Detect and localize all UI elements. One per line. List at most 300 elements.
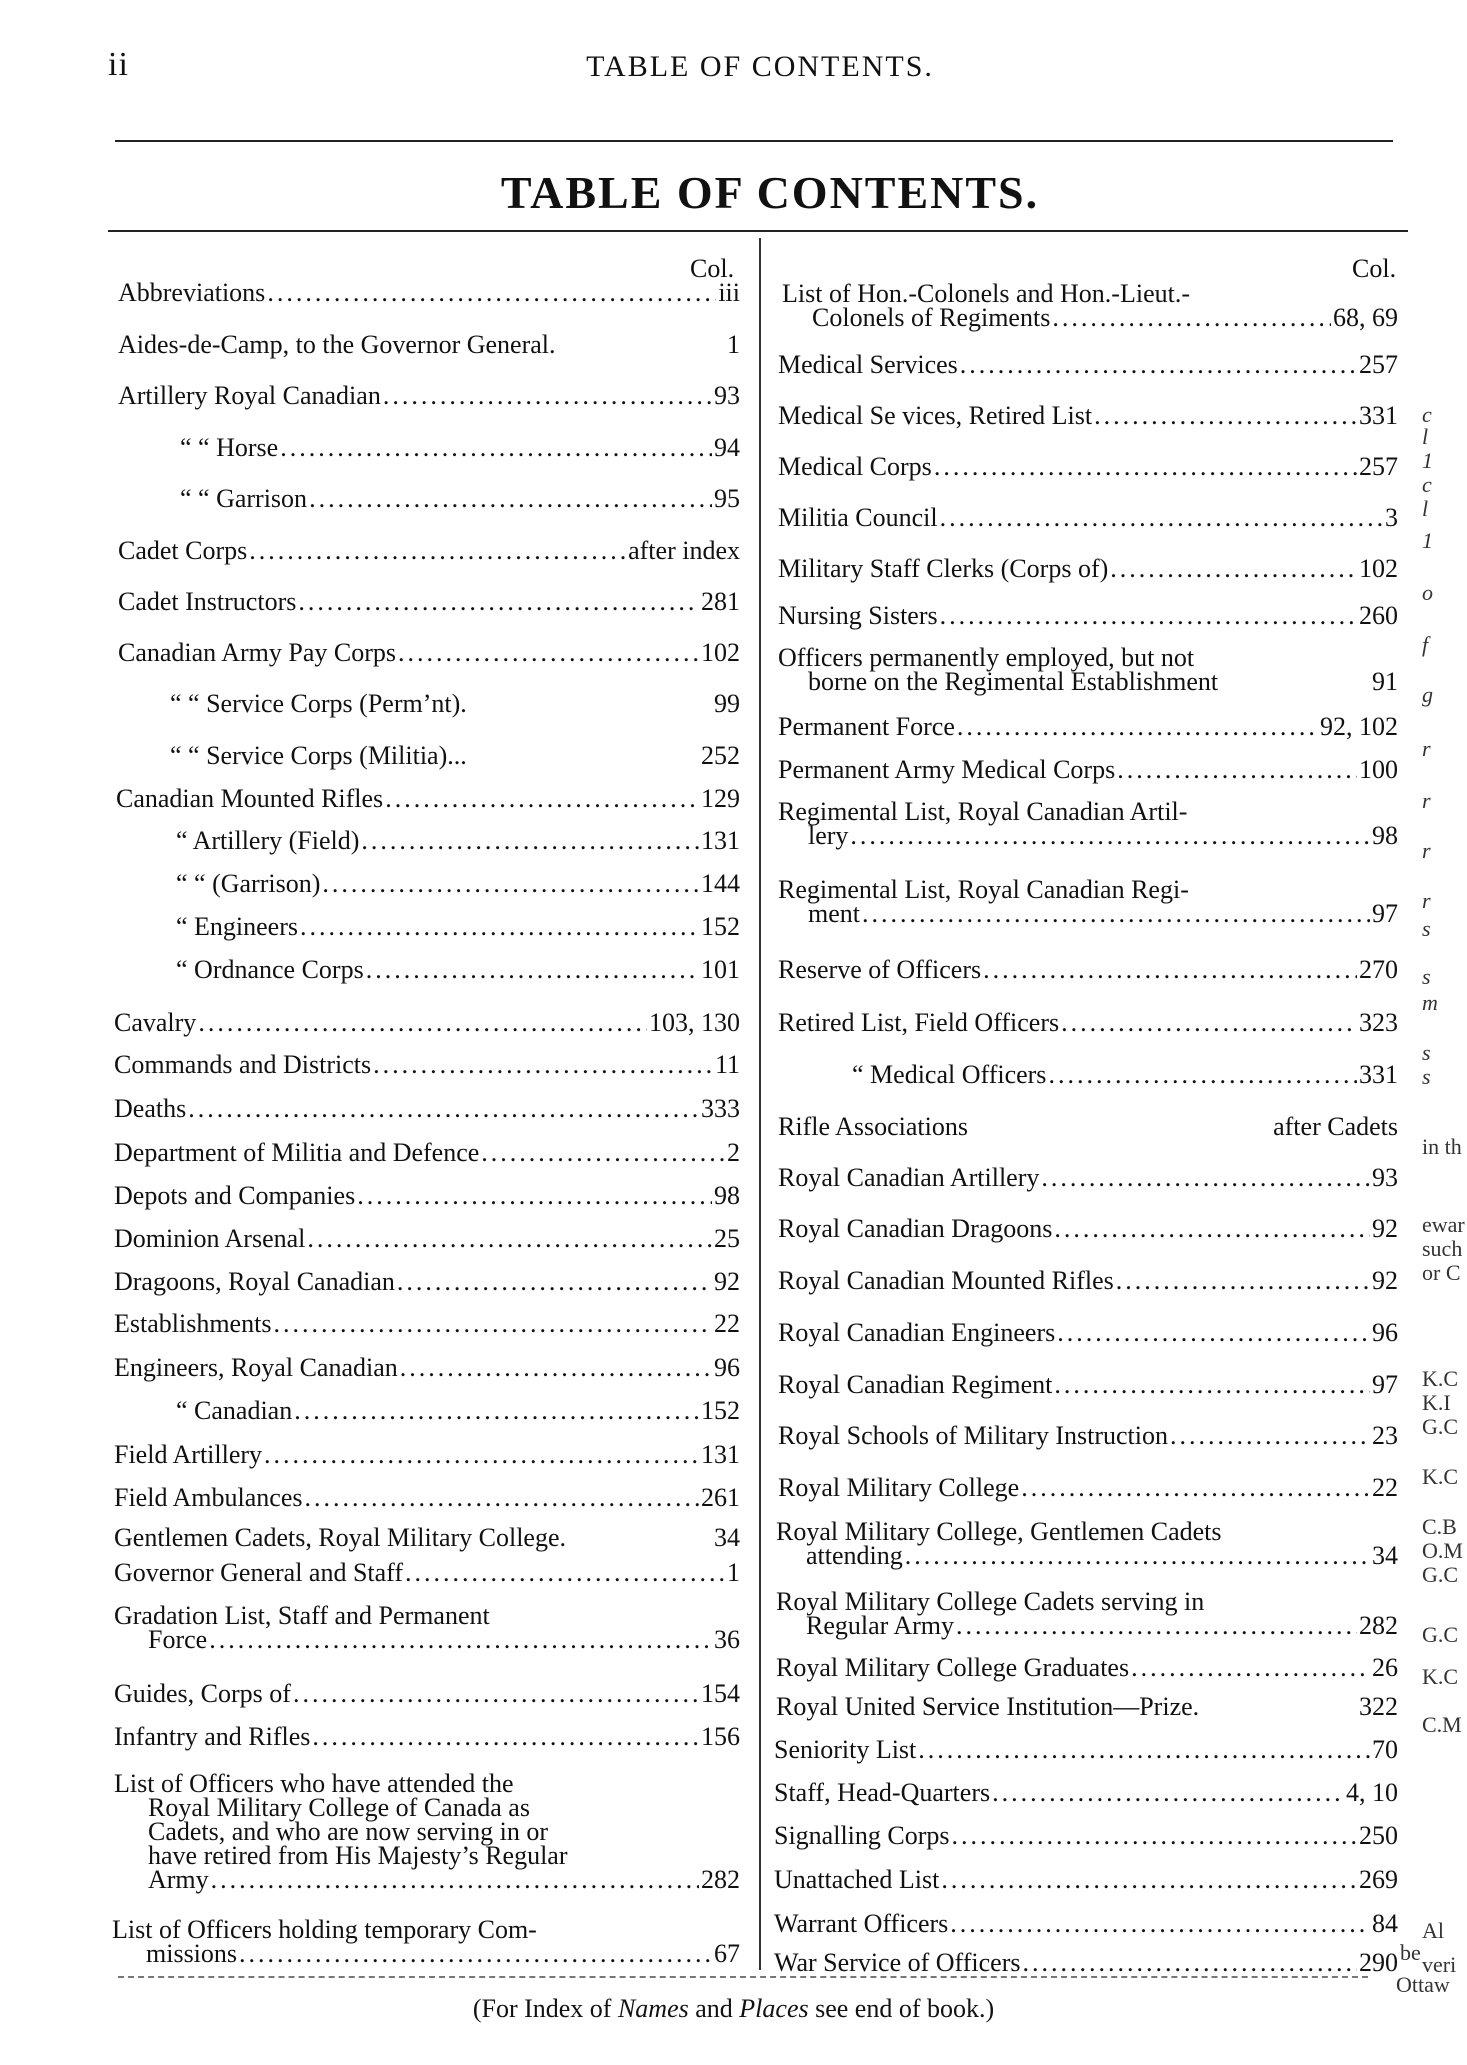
toc-label: Medical Se vices, Retired List <box>778 401 1093 430</box>
toc-entry <box>176 828 740 854</box>
toc-entry <box>778 556 1398 582</box>
toc-entry <box>170 691 740 717</box>
toc-label: Cadet Corps <box>118 536 248 565</box>
toc-entry <box>114 1485 740 1511</box>
dot-leader <box>992 1780 1344 1806</box>
toc-entry-multiline <box>114 1601 740 1654</box>
toc-entry <box>778 352 1398 378</box>
adjacent-page-fragment: G.C <box>1422 1562 1459 1587</box>
dot-leader <box>940 603 1357 629</box>
dot-leader <box>1110 556 1357 582</box>
toc-entry <box>774 1911 1398 1937</box>
toc-label: Establishments <box>114 1309 272 1338</box>
toc-label: Cadet Instructors <box>118 587 297 616</box>
toc-label: Seniority List <box>774 1735 917 1764</box>
adjacent-page-fragment: s <box>1422 1040 1431 1065</box>
footnote-names: Names <box>617 1994 689 2023</box>
dot-leader <box>1117 757 1357 783</box>
toc-page-number: 269 <box>1359 1865 1398 1894</box>
toc-page-number: 97 <box>1372 899 1398 928</box>
toc-line: attending <box>806 1541 903 1570</box>
toc-label: Aides-de-Camp, to the Governor General. <box>118 330 556 359</box>
toc-label: “ Engineers <box>176 912 299 941</box>
toc-page-number: 129 <box>701 784 740 813</box>
toc-label: Guides, Corps of <box>114 1679 291 1708</box>
toc-page-number: 3 <box>1385 503 1398 532</box>
dot-leader <box>397 1269 712 1295</box>
toc-label: Royal Military College <box>778 1473 1020 1502</box>
toc-entry <box>176 871 740 897</box>
toc-entry <box>118 383 740 409</box>
dot-leader <box>304 1485 699 1511</box>
toc-entry <box>778 454 1398 480</box>
toc-label: Staff, Head-Quarters <box>774 1778 991 1807</box>
dot-leader <box>366 957 699 983</box>
toc-line: Colonels of Regiments <box>812 303 1051 332</box>
footnote-places: Places <box>739 1994 809 2023</box>
toc-label: Royal United Service Institution—Prize. <box>776 1692 1200 1721</box>
toc-label: Governor General and Staff <box>114 1558 404 1587</box>
toc-entry <box>114 1681 740 1707</box>
dot-leader <box>983 957 1357 983</box>
toc-entry <box>778 1114 1398 1140</box>
toc-entry <box>774 1780 1398 1806</box>
bottom-dashed-rule <box>118 1976 1368 1978</box>
toc-page-number: 282 <box>1359 1611 1398 1640</box>
toc-label: “ Medical Officers <box>852 1060 1047 1089</box>
toc-line: List of Officers who have attended the <box>114 1769 514 1798</box>
dot-leader <box>249 538 626 564</box>
toc-line: Gradation List, Staff and Permanent <box>114 1601 490 1630</box>
toc-label: Infantry and Rifles <box>114 1722 311 1751</box>
toc-page-number: 92 <box>1372 1266 1398 1295</box>
toc-label: Dragoons, Royal Canadian <box>114 1267 395 1296</box>
toc-label: Royal Military College Graduates <box>776 1653 1130 1682</box>
dot-leader <box>1052 306 1331 330</box>
dot-leader <box>862 902 1370 926</box>
adjacent-page-fragment: f <box>1422 632 1429 657</box>
dot-leader <box>198 1010 647 1036</box>
toc-page-number: 333 <box>701 1094 740 1123</box>
toc-page-number: 261 <box>701 1483 740 1512</box>
toc-page-number: 99 <box>714 689 740 718</box>
dot-leader <box>1021 1475 1370 1501</box>
toc-page-number: 102 <box>701 638 740 667</box>
adjacent-page-fragment: r <box>1422 838 1431 863</box>
toc-page-number: 144 <box>701 869 740 898</box>
toc-page-number: 34 <box>714 1523 740 1552</box>
toc-line: Regimental List, Royal Canadian Artil- <box>778 797 1188 826</box>
toc-entry <box>118 280 740 306</box>
dot-leader <box>357 1183 712 1209</box>
adjacent-page-fragment: Al <box>1422 1918 1444 1943</box>
toc-page-number: 36 <box>714 1625 740 1654</box>
toc-entry-multiline <box>776 1517 1398 1570</box>
toc-entry <box>778 1320 1398 1346</box>
toc-label: “ “ Garrison <box>180 484 308 513</box>
toc-entry-multiline <box>778 875 1398 928</box>
toc-page-number: 290 <box>1359 1948 1398 1977</box>
dot-leader <box>211 1868 699 1892</box>
toc-page-number: 103, 130 <box>649 1008 740 1037</box>
adjacent-page-fragment: r <box>1422 788 1431 813</box>
page-number: ii <box>108 46 129 83</box>
toc-entry-multiline <box>776 1587 1398 1640</box>
toc-page-number: 270 <box>1359 955 1398 984</box>
toc-label: Royal Canadian Artillery <box>778 1163 1040 1192</box>
toc-entry <box>774 1867 1398 1893</box>
toc-entry <box>778 1165 1398 1191</box>
toc-page-number: 70 <box>1372 1735 1398 1764</box>
toc-label: Permanent Force <box>778 712 955 741</box>
dot-leader <box>956 1614 1357 1638</box>
adjacent-page-fragment: or C <box>1422 1260 1461 1285</box>
toc-label: Royal Canadian Engineers <box>778 1318 1056 1347</box>
toc-label: Cavalry <box>114 1008 197 1037</box>
dot-leader <box>957 714 1318 740</box>
toc-page-number: 96 <box>1372 1318 1398 1347</box>
toc-page-number: after Cadets <box>1273 1112 1398 1141</box>
toc-entry <box>176 957 740 983</box>
toc-page-number: 23 <box>1372 1421 1398 1450</box>
toc-label: Unattached List <box>774 1865 940 1894</box>
toc-page-number: after index <box>628 536 740 565</box>
dot-leader <box>373 1052 713 1078</box>
toc-page-number: 91 <box>1372 667 1398 696</box>
toc-page-number: 154 <box>701 1679 740 1708</box>
toc-entry <box>778 403 1398 429</box>
dot-leader <box>952 1823 1357 1849</box>
dot-leader <box>322 871 699 897</box>
toc-entry <box>778 957 1398 983</box>
adjacent-page-fragment: K.C <box>1422 1464 1459 1489</box>
toc-line: List of Officers holding temporary Com- <box>112 1915 537 1944</box>
toc-label: Royal Canadian Mounted Rifles <box>778 1266 1114 1295</box>
toc-page-number: 68, 69 <box>1333 303 1398 332</box>
toc-entry-multiline <box>778 643 1398 696</box>
toc-entry <box>778 1216 1398 1242</box>
footnote-text: and <box>688 1994 740 2023</box>
toc-entry <box>116 786 740 812</box>
dot-leader <box>481 1140 725 1166</box>
toc-page-number: 323 <box>1359 1008 1398 1037</box>
toc-label: Dominion Arsenal <box>114 1224 306 1253</box>
adjacent-page-fragment: Ottaw <box>1396 1972 1450 1997</box>
toc-label: “ “ Service Corps (Militia)... <box>170 741 467 770</box>
toc-page-number: 252 <box>701 741 740 770</box>
toc-entry <box>114 1183 740 1209</box>
toc-label: Militia Council <box>778 503 938 532</box>
adjacent-page-fragment: K.C <box>1422 1366 1459 1391</box>
title-rule <box>108 230 1408 232</box>
toc-page-number: 92 <box>1372 1214 1398 1243</box>
toc-line: Royal Military College of Canada as <box>148 1793 530 1822</box>
toc-entry <box>118 589 740 615</box>
toc-label: Field Artillery <box>114 1440 263 1469</box>
toc-label: Warrant Officers <box>774 1909 949 1938</box>
main-title: TABLE OF CONTENTS. <box>500 167 1040 218</box>
toc-page-number: 281 <box>701 587 740 616</box>
toc-page-number: 257 <box>1359 350 1398 379</box>
toc-entry <box>778 1475 1398 1501</box>
toc-line: ment <box>808 899 860 928</box>
toc-entry <box>114 1442 740 1468</box>
adjacent-page-fragment: G.C <box>1422 1414 1459 1439</box>
toc-entry <box>774 1823 1398 1849</box>
toc-page-number: 322 <box>1359 1692 1398 1721</box>
toc-label: Royal Schools of Military Instruction <box>778 1421 1168 1450</box>
toc-page-number: 257 <box>1359 452 1398 481</box>
toc-entry <box>778 1010 1398 1036</box>
toc-label: “ “ Horse <box>180 433 279 462</box>
toc-page-number: 282 <box>701 1865 740 1894</box>
adjacent-page-fragment: l <box>1422 424 1429 449</box>
toc-line: Regular Army <box>806 1611 955 1640</box>
adjacent-page-fragment: o <box>1422 580 1433 605</box>
toc-label: Royal Canadian Regiment <box>778 1370 1053 1399</box>
adjacent-page-fragment: r <box>1422 888 1431 913</box>
toc-page-number: 131 <box>701 826 740 855</box>
dot-leader <box>298 589 699 615</box>
toc-line: have retired from His Majesty’s Regular <box>148 1841 568 1870</box>
toc-page-number: 102 <box>1359 554 1398 583</box>
toc-page-number: 131 <box>701 1440 740 1469</box>
toc-entry-multiline <box>114 1769 740 1894</box>
toc-label: “ Ordnance Corps <box>176 955 364 984</box>
toc-entry <box>118 332 740 358</box>
toc-page-number: 101 <box>701 955 740 984</box>
adjacent-page-fragment: K.C <box>1422 1664 1459 1689</box>
toc-page-number: 26 <box>1372 1653 1398 1682</box>
adjacent-page-fragment: m <box>1422 990 1438 1015</box>
toc-label: War Service of Officers <box>774 1948 1021 1977</box>
toc-entry-multiline <box>112 1915 740 1968</box>
toc-page-number: 1 <box>727 1558 740 1587</box>
toc-line: missions <box>146 1939 238 1968</box>
toc-page-number: 95 <box>714 484 740 513</box>
dot-leader <box>1057 1320 1370 1346</box>
toc-entry <box>774 1950 1398 1976</box>
adjacent-page-fragment: s <box>1422 916 1431 941</box>
toc-entry <box>114 1052 740 1078</box>
toc-label: Canadian Mounted Rifles <box>116 784 384 813</box>
dot-leader <box>188 1096 699 1122</box>
footnote-text: (For Index of <box>472 1994 618 2023</box>
toc-page-number: 34 <box>1372 1541 1398 1570</box>
toc-line: Officers permanently employed, but not <box>778 643 1195 672</box>
dot-leader <box>1170 1423 1370 1449</box>
adjacent-page-fragment: be <box>1400 1940 1421 1965</box>
column-divider <box>759 238 761 1970</box>
toc-page-number: 96 <box>714 1353 740 1382</box>
toc-label: Field Ambulances <box>114 1483 303 1512</box>
dot-leader <box>385 786 699 812</box>
toc-label: “ “ (Garrison) <box>176 869 321 898</box>
adjacent-page-fragment: l <box>1422 496 1429 521</box>
toc-entry-multiline <box>778 797 1398 850</box>
adjacent-page-fragment: in th <box>1422 1134 1462 1159</box>
dot-leader <box>280 435 712 461</box>
adjacent-page-fragment: O.M <box>1422 1538 1463 1563</box>
toc-page-number: 4, 10 <box>1346 1778 1398 1807</box>
footnote <box>0 1994 1467 2024</box>
toc-page-number: 152 <box>701 912 740 941</box>
adjacent-page-fragment: c <box>1422 472 1432 497</box>
toc-entry <box>176 1398 740 1424</box>
toc-label: Deaths <box>114 1094 187 1123</box>
adjacent-page-fragment: K.I <box>1422 1390 1451 1415</box>
toc-entry <box>114 1724 740 1750</box>
dot-leader <box>383 383 712 409</box>
toc-entry <box>778 1423 1398 1449</box>
adjacent-page-fragment: G.C <box>1422 1622 1459 1647</box>
toc-label: Artillery Royal Canadian <box>118 381 381 410</box>
toc-label: Nursing Sisters <box>778 601 938 630</box>
toc-label: Medical Corps <box>778 452 932 481</box>
toc-entry <box>180 435 740 461</box>
dot-leader <box>239 1942 712 1966</box>
dot-leader <box>960 352 1357 378</box>
toc-entry <box>170 743 740 769</box>
dot-leader <box>312 1724 699 1750</box>
dot-leader <box>1022 1950 1357 1976</box>
toc-page-number: iii <box>718 278 740 307</box>
dot-leader <box>1061 1010 1357 1036</box>
toc-page-number: 100 <box>1359 755 1398 784</box>
toc-entry <box>114 1355 740 1381</box>
dot-leader <box>918 1737 1370 1763</box>
toc-page-number: 94 <box>714 433 740 462</box>
toc-label: “ “ Service Corps (Perm’nt). <box>170 689 467 718</box>
adjacent-page-fragment: such <box>1422 1236 1463 1261</box>
toc-label: Gentlemen Cadets, Royal Military College. <box>114 1523 567 1552</box>
toc-page-number: 260 <box>1359 601 1398 630</box>
dot-leader <box>1116 1268 1370 1294</box>
toc-page-number: 92, 102 <box>1320 712 1398 741</box>
toc-line: Royal Military College Cadets serving in <box>776 1587 1205 1616</box>
toc-entry <box>778 1268 1398 1294</box>
dot-leader <box>400 1355 712 1381</box>
toc-page-number: 97 <box>1372 1370 1398 1399</box>
toc-page-number: 2 <box>727 1138 740 1167</box>
dot-leader <box>1054 1372 1370 1398</box>
adjacent-page-fragment: C.M <box>1422 1712 1462 1737</box>
adjacent-page-fragment: s <box>1422 1064 1431 1089</box>
toc-label: Signalling Corps <box>774 1821 950 1850</box>
adjacent-page-fragment: r <box>1422 736 1431 761</box>
toc-page-number: 11 <box>714 1050 740 1079</box>
toc-page-number: 156 <box>701 1722 740 1751</box>
dot-leader <box>905 1544 1370 1568</box>
dot-leader <box>1048 1062 1357 1088</box>
dot-leader <box>950 1911 1370 1937</box>
toc-entry <box>114 1140 740 1166</box>
toc-entry <box>114 1096 740 1122</box>
dot-leader <box>405 1560 725 1586</box>
dot-leader <box>850 824 1370 848</box>
dot-leader <box>934 454 1357 480</box>
toc-page-number: 98 <box>714 1181 740 1210</box>
toc-page-number: 93 <box>714 381 740 410</box>
toc-entry <box>114 1226 740 1252</box>
toc-line: Regimental List, Royal Canadian Regi- <box>778 875 1189 904</box>
dot-leader <box>294 1398 699 1424</box>
dot-leader <box>398 640 699 666</box>
toc-label: Military Staff Clerks (Corps of) <box>778 554 1109 583</box>
toc-label: Commands and Districts <box>114 1050 372 1079</box>
right-col-label: Col. <box>1352 254 1397 283</box>
dot-leader <box>1054 1216 1370 1242</box>
toc-entry <box>852 1062 1398 1088</box>
adjacent-page-fragment: ewar <box>1422 1212 1465 1237</box>
toc-label: Retired List, Field Officers <box>778 1008 1060 1037</box>
dot-leader <box>361 828 699 854</box>
dot-leader <box>309 486 712 512</box>
adjacent-page-fragment: s <box>1422 964 1431 989</box>
toc-line: Royal Military College, Gentlemen Cadets <box>776 1517 1222 1546</box>
toc-entry <box>114 1010 740 1036</box>
toc-label: Canadian Army Pay Corps <box>118 638 397 667</box>
adjacent-page-fragment: C.B <box>1422 1514 1457 1539</box>
toc-label: Medical Services <box>778 350 958 379</box>
toc-entry-multiline <box>782 279 1398 332</box>
toc-page-number: 22 <box>1372 1473 1398 1502</box>
toc-entry <box>776 1655 1398 1681</box>
toc-page-number: 152 <box>701 1396 740 1425</box>
toc-entry <box>776 1694 1398 1720</box>
toc-label: Rifle Associations <box>778 1112 968 1141</box>
toc-entry <box>180 486 740 512</box>
toc-entry <box>778 757 1398 783</box>
adjacent-page-fragment: g <box>1422 682 1433 707</box>
adjacent-page-fragment: veri <box>1422 1952 1457 1977</box>
toc-label: Reserve of Officers <box>778 955 982 984</box>
toc-page-number: 1 <box>727 330 740 359</box>
dot-leader <box>941 1867 1357 1893</box>
toc-label: “ Canadian <box>176 1396 293 1425</box>
toc-page-number: 93 <box>1372 1163 1398 1192</box>
toc-entry <box>778 714 1398 740</box>
toc-entry <box>778 1372 1398 1398</box>
toc-label: Abbreviations <box>118 278 266 307</box>
toc-line: Force <box>148 1625 208 1654</box>
toc-line: borne on the Regimental Establishment <box>808 667 1219 696</box>
adjacent-page-fragment: c <box>1422 402 1432 427</box>
dot-leader <box>1131 1655 1370 1681</box>
toc-entry <box>114 1560 740 1586</box>
adjacent-page-fragment: 1 <box>1422 448 1433 473</box>
dot-leader <box>307 1226 712 1252</box>
toc-label: Department of Militia and Defence <box>114 1138 480 1167</box>
toc-page-number: 331 <box>1359 1060 1398 1089</box>
toc-line: Cadets, and who are now serving in or <box>148 1817 549 1846</box>
toc-page-number: 250 <box>1359 1821 1398 1850</box>
dot-leader <box>264 1442 699 1468</box>
toc-entry <box>778 505 1398 531</box>
footnote-text: see end of book.) <box>808 1994 995 2023</box>
toc-entry <box>118 538 740 564</box>
left-col-label: Col. <box>690 254 735 283</box>
dot-leader <box>293 1681 699 1707</box>
toc-entry <box>114 1269 740 1295</box>
toc-entry <box>774 1737 1398 1763</box>
top-rule <box>115 140 1393 142</box>
running-title: TABLE OF CONTENTS. <box>586 50 934 83</box>
dot-leader <box>273 1311 712 1337</box>
toc-entry <box>778 603 1398 629</box>
toc-page-number: 98 <box>1372 821 1398 850</box>
toc-entry <box>114 1311 740 1337</box>
